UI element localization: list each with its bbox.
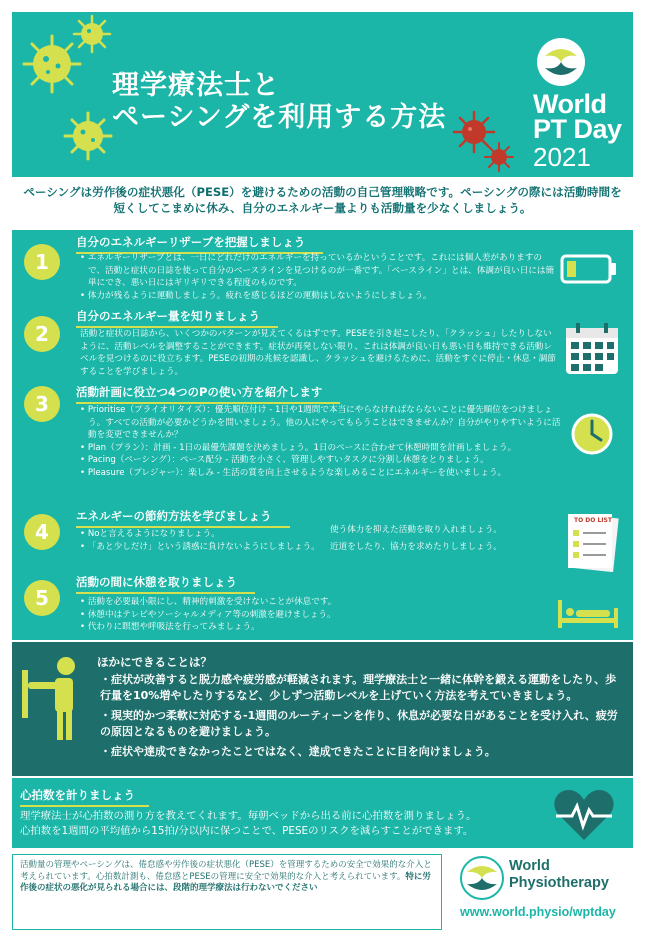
step-title: 自分のエネルギー量を知りましょう [76, 308, 278, 328]
virus-icon [62, 110, 114, 162]
other-item: ・ 症状が改善すると脱力感や疲労感が軽減されます。理学療法士と一緒に体幹を鍛える運動をしたり、歩行量を10%増やしたりするなど、少しずつ活動レベルを上げていく方法を考えていきましょう。 [100, 672, 625, 704]
step-bullets-right [330, 524, 570, 553]
brand-year: 2021 [533, 142, 591, 172]
todo-list-label: TO DO LIST [574, 517, 612, 524]
bullet: • エネルギーリザーブとは、一日にどれだけのエネルギーを持っているかということです。これには個人差がありますので、活動と症状の日誌を使って自分のベースラインを見つけるのが一番です。「ベースライン」とは、体調が良い日には簡単にでき、悪い日にはギリギリできる程度のものです。 [80, 252, 556, 290]
infographic-page [12, 12, 633, 936]
world-physiotherapy-logo-icon [460, 856, 504, 900]
bullet: • 代わりに瞑想や呼吸法を行ってみましょう。 [80, 621, 556, 634]
calendar-icon [564, 322, 620, 376]
step-title: 活動計画に役立つ4つのPの使い方を紹介します [76, 384, 340, 404]
org-url[interactable]: www.world.physio/wptday [460, 905, 616, 919]
bed-icon [556, 596, 620, 630]
other-item: ・ 症状や達成できなかったことではなく、達成できたことに目を向けましょう。 [100, 744, 625, 760]
other-item: ・ 現実的かつ柔軟に対応する-1週間のルーティーンを作り、休息が必要な日があることを受け入れ、疲労の原因となるものを避けましょう。 [100, 708, 625, 740]
person-pushing-icon [22, 656, 84, 742]
bullet: • Plan（プラン）：計画 - 1日の最優先課題を決めましょう。1日のペースに合わせて休憩時間を計画しましょう。 [80, 442, 568, 455]
battery-icon [560, 254, 618, 284]
bullet: • Prioritise（プライオリタイズ）：優先順位付け - 1日や1週間で本当にやらなければならないことに優先順位をつけましょう。すべての活動が必要かどうかを問いましょう。他の人にやってもらうことはできませんか？自分がやりやすいように活動を変更できませんか？ [80, 404, 568, 442]
bullet: • Pacing（ペーシング）：ペース配分 - 活動を小さく、管理しやすいタスクに分割し休憩をとりましょう。 [80, 454, 568, 467]
bullet: • 体力が残るように運動しましょう。疲れを感じるほどの運動はしないようにしましょう。 [80, 290, 556, 303]
bullet: 使う体力を抑えた活動を取り入れましょう。 [330, 525, 502, 535]
org-name: World Physiotherapy [509, 858, 609, 891]
intro-text: ペーシングは労作後の症状悪化（PESE）を避けるための活動の自己管理戦略です。ペーシングの際には活動時間を短くしてこまめに休み、自分のエネルギー量よりも活動量を少なくしましょう。 [23, 185, 622, 215]
world-pt-day-logo-icon [535, 36, 587, 88]
step-number: 4 [24, 514, 60, 550]
step-number: 2 [24, 316, 60, 352]
step-paragraph: 活動と症状の日誌から、いくつかのパターンが見えてくるはずです。PESEを引き起こしたり、「クラッシュ」したりしないように、活動レベルを調整することができます。症状が再発しない限り、これは体調が良い日も悪い日も維持できる活動レベルを見つけるのに役立ちます。PESEの初期の兆候を認識し、クラッシュを避けるために、活動をすぐに停止・休息・調節することを学びましょう。 [80, 329, 556, 377]
bullet: • 「あと少しだけ」という誘惑に負けないようにしましょう。 [80, 541, 320, 554]
step-title: エネルギーの節約方法を学びましょう [76, 508, 290, 528]
heart-rate-title: 心拍数を計りましょう [20, 787, 149, 807]
bullet: • 休憩中はテレビやソーシャルメディア等の刺激を避けましょう。 [80, 609, 556, 622]
brand-name: World PT Day [533, 89, 622, 144]
other-title: ほかにできることは？ [97, 655, 212, 669]
step-bullets [80, 252, 556, 302]
heart-rate-section [12, 778, 633, 848]
bullet: • Pleasure（プレジャー）：楽しみ - 生活の質を向上させるような楽しめることにエネルギーを使いましょう。 [80, 467, 568, 480]
step-bullets [80, 596, 556, 634]
heart-pulse-icon [552, 788, 616, 842]
heart-rate-text: 理学療法士が心拍数の測り方を教えてくれます。毎朝ベッドから出る前に心拍数を測りましょう。 心拍数を1週間の平均値から15拍/分以内に保つことで、PESEのリスクを減らすことができます。 [20, 810, 477, 837]
page-title: 理学療法士と ペーシングを利用する方法 [112, 70, 447, 133]
clock-icon [570, 412, 614, 456]
step-number: 1 [24, 244, 60, 280]
steps-section [12, 230, 633, 640]
header-banner [12, 12, 633, 177]
bullet: • 活動を必要最小限にし、精神的刺激を受けないことが休息です。 [80, 596, 556, 609]
step-number: 5 [24, 580, 60, 616]
other-tips-section [12, 642, 633, 776]
virus-icon [484, 142, 514, 172]
step-title: 活動の間に休憩を取りましょう [76, 574, 255, 594]
virus-icon [72, 14, 112, 54]
step-number: 3 [24, 386, 60, 422]
other-list [100, 672, 625, 764]
disclaimer-box: 活動量の管理やペーシングは、倦怠感や労作後の症状悪化（PESE）を管理するための安全で効果的な介入と考えられています。心拍数計測も、倦怠感とPESEの管理に安全で効果的な介入と考えられています。特に労作後の症状の悪化が見られる場合には、段階的理学療法は行わないでください [12, 854, 442, 930]
step-title: 自分のエネルギーリザーブを把握しましょう [76, 234, 323, 254]
step-bullets [80, 528, 320, 553]
todo-list-icon [566, 512, 620, 572]
step-bullets [80, 404, 568, 480]
bullet: • Noと言えるようになりましょう。 [80, 528, 320, 541]
bullet: 近道をしたり、協力を求めたりしましょう。 [330, 541, 502, 552]
